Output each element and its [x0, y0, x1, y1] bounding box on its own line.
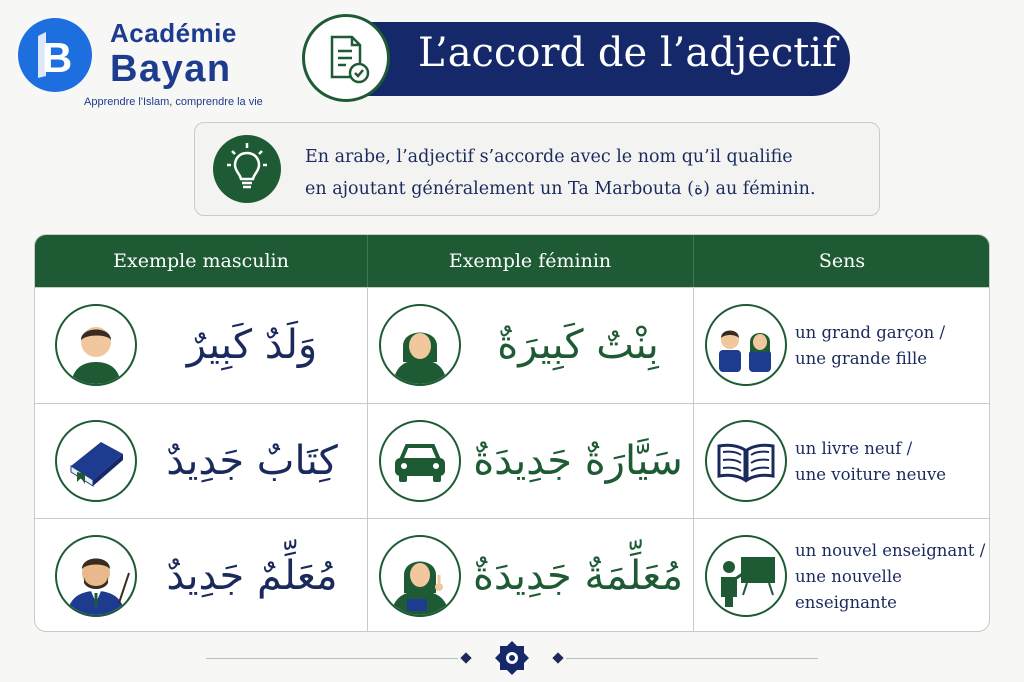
arabic-feminine: بِنْتٌ كَبِيرَةٌ [497, 322, 659, 368]
sens-line: un livre neuf / [795, 438, 913, 458]
arabic-feminine: سَيَّارَةٌ جَدِيدَةٌ [473, 438, 683, 484]
sens-line: enseignante [795, 592, 897, 612]
boy-icon [55, 304, 137, 386]
brand-logo [18, 14, 263, 114]
footer-divider [566, 658, 818, 659]
sens-text [795, 519, 985, 632]
book-icon [55, 420, 137, 502]
info-line1: En arabe, l’adjectif s’accorde avec le nom qu’il qualifie [305, 147, 793, 167]
male-teacher-icon [55, 535, 137, 617]
brand-name-line1: Académie [110, 18, 237, 48]
brand-name-line2: Bayan [110, 48, 232, 90]
table-header [35, 235, 990, 287]
sens-line: un nouvel enseignant / [795, 540, 986, 560]
document-check-icon [302, 14, 390, 102]
table-row [35, 403, 990, 518]
table-row [35, 518, 990, 632]
arabic-masculine: وَلَدٌ كَبِيرٌ [186, 322, 318, 368]
brand-tagline: Apprendre l'Islam, comprendre la vie [84, 96, 263, 108]
teacher-board-icon [705, 535, 787, 617]
arabic-masculine: مُعَلِّمٌ جَدِيدٌ [166, 553, 338, 599]
page-title: L’accord de l’adjectif [418, 30, 837, 76]
arabic-feminine: مُعَلِّمَةٌ جَدِيدَةٌ [472, 553, 684, 599]
sens-line: une grande fille [795, 348, 928, 368]
star-ornament-icon [492, 638, 532, 678]
info-box [194, 122, 880, 216]
car-icon [379, 420, 461, 502]
sens-text [795, 288, 985, 403]
header-masculin: Exemple masculin [113, 250, 289, 272]
lightbulb-icon [213, 135, 281, 203]
children-icon [705, 304, 787, 386]
adjective-table [34, 234, 990, 632]
header-divider [693, 235, 694, 287]
arabic-masculine: كِتَابٌ جَدِيدٌ [166, 438, 338, 484]
female-teacher-icon [379, 535, 461, 617]
girl-hijab-icon [379, 304, 461, 386]
footer-divider [206, 658, 458, 659]
diamond-icon [460, 652, 471, 663]
logo-b-icon [18, 18, 92, 92]
info-line2: en ajoutant généralement un Ta Marbouta (ة) au féminin. [305, 179, 816, 199]
diamond-icon [552, 652, 563, 663]
sens-line: un grand garçon / [795, 322, 946, 342]
header-sens: Sens [818, 250, 866, 272]
svg-text:B: B [42, 34, 73, 81]
info-text [305, 141, 865, 205]
sens-line: une nouvelle [795, 566, 902, 586]
header-feminin: Exemple féminin [448, 250, 612, 272]
table-row [35, 287, 990, 402]
header-divider [367, 235, 368, 287]
logo-badge [18, 18, 92, 92]
sens-line: une voiture neuve [795, 464, 947, 484]
sens-text [795, 404, 985, 519]
open-book-icon [705, 420, 787, 502]
